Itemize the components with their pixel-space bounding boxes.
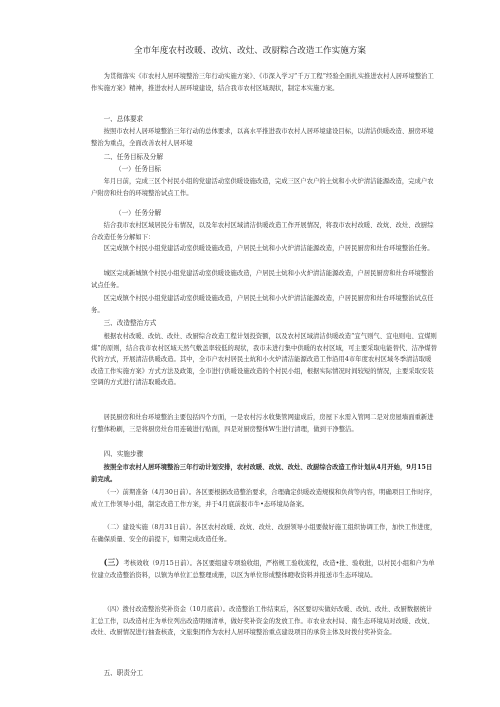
section4-step-3-text: 考核效收（9月15日前）。各区要组建专项验收组，严格规工验收流程，改造•批、验收批，以村民小组和户为单位建立改造整治资料，以镇为单位汇总整理成册，以区为单位形成整体瞪收资料并报送市生态环境局。 xyxy=(91,560,435,579)
section2-heading: 二、任务目标及分解 xyxy=(103,153,163,161)
section4-step-3 xyxy=(91,557,437,581)
section2-sub1-body: 年月日前，完成三区个村民小组的党建活动室供暖设施改造，完成三区户农户的土炕和小火炉清洁能源改造，完成户农户附房和灶台的环境整治试点工作。 xyxy=(91,178,434,197)
section4-body: 按照全市农村人居环境整治三年行动计划安排，农村改暖、改炕、改灶、改厨综合改造工作计划从4月开始，9月15日前完成。 xyxy=(91,464,433,483)
section1-body: 按照市农村人居环境整治三年行动的总体要求，以高水平推进我市农村人居环境建设目标，以清洁供暖改造、厨房环境整治为重点，全面改善农村人居环境 xyxy=(91,128,434,147)
section2-subheading-1: （一）任务目标 xyxy=(115,165,162,173)
section3-body-2: 居民厨房和灶台环境整治主要包括四个方面，一是农村污水收集管网建成后，房屋下水需入管网二是对房屋墙面重新进行整体粉刷，三是将厨房灶台用连破进行贴面，四是对厨房整体W生进行清理，做到干净整洁。 xyxy=(91,414,434,433)
section4-step-3-tag: (三） xyxy=(103,557,124,567)
section3-heading: 三、改造整治方式 xyxy=(103,319,157,327)
section2-item-2: 城区完成新城镇个村民小组党建活动室供暖设施改造，户居民土炕和小火炉清洁能源改造，户居民厨房和灶台环境整治试点任务。 xyxy=(91,270,434,289)
section4-heading: 四、实施步骤 xyxy=(103,450,144,458)
section4-step-1: （一）前期准备（4月30日前）。各区要根据改造整治要求，合理确定供暖改造规模和负荷等内容，明确项目工作时序，成立工作领导小组，制定改造工作方案，并于4月底前报市牛•态环境局备案。 xyxy=(91,489,437,508)
section3-body-1: 根据农村改暖、改炕、改灶、改厨综合改造工程计划投资额，以及农村区域清洁供暖改造“宜气则气、宜电则电、宜煤则煤”的原则，结合我市农村区域天然气敷盖率较低的现状，我市未进行集中供暖的农村区域，可主要采取电能替代、洁净煤替代的方式，开展清洁供暖改造。其中，全市户农村居民土炕和小火炉清洁能源改造工作沿用4市年度农村区域冬季清洁取暖改造工作实施方案》方式方法及政策，全市进行供暖设施改造的个村民小组，根据实际情况时间较短的情况，主要采取安装空调的方式进行清洁取暖改造。 xyxy=(91,333,437,387)
section2-item-1: 区完成镇个村民小组党建活动室供暖设施改造，户居民土炕和小火炉清洁能源改造，户居民厨房和灶台环境整治任务。 xyxy=(103,245,434,252)
section1-heading: 一、总体要求 xyxy=(103,115,144,123)
section2-item-3: 区完成镇个村民小组党建活动室供暖设施改造，户居民土炕和小火炉清洁能源改造，户居民厨房和灶台环境整治试点任务。 xyxy=(91,295,434,314)
intro-paragraph: 为贯彻落实《市农村人居环境整治三年行动实施方案》、《市深入学习“千万工程”经验全面扎实推进农村人居环境整治工作实施方案》精神，推进农村人居环境建设，结合我市农村区域现状，制定本实施方案。 xyxy=(91,73,434,92)
document-title: 全市年度农村改暖、改炕、改灶、改厨粽合改造工作实施方案 xyxy=(133,46,367,56)
section4-step-2: （二）建设实施（8月31日前）。各区农村改暖、改炕、改灶、改厨领导小组要做好施工组织协调工作，加快工作进度，在确保质量、安全的前提下，如期完成改造任务。 xyxy=(91,524,437,543)
section5-heading: 五、职责分工 xyxy=(103,669,144,677)
section2-sub2-body: 结合我市农村区域居民分布情况，以及年农村区域清洁供暖改造工作开展情况，将我市农村改暖、改炕、改灶、改厨综合改造任务分解如下： xyxy=(91,222,434,241)
section4-step-4: （四）拨付改造整治奖补资金（10月底前）。改造整治工作结束后，各区要切实做好改暖、改炕、改灶、改厨数据统计汇总工作，以改造村庄为单位列出改造明细清单，做好奖补资金的发放工作。市农业农村局、南生态环境局对改暖、改炕、改灶、改厨情况进行抽查核查，文旅集团作为农村人居环境整治重点建设项目的承贷主体及时拨付奖补资金。 xyxy=(91,606,434,637)
section2-subheading-2: （一）任务分解 xyxy=(115,209,162,217)
